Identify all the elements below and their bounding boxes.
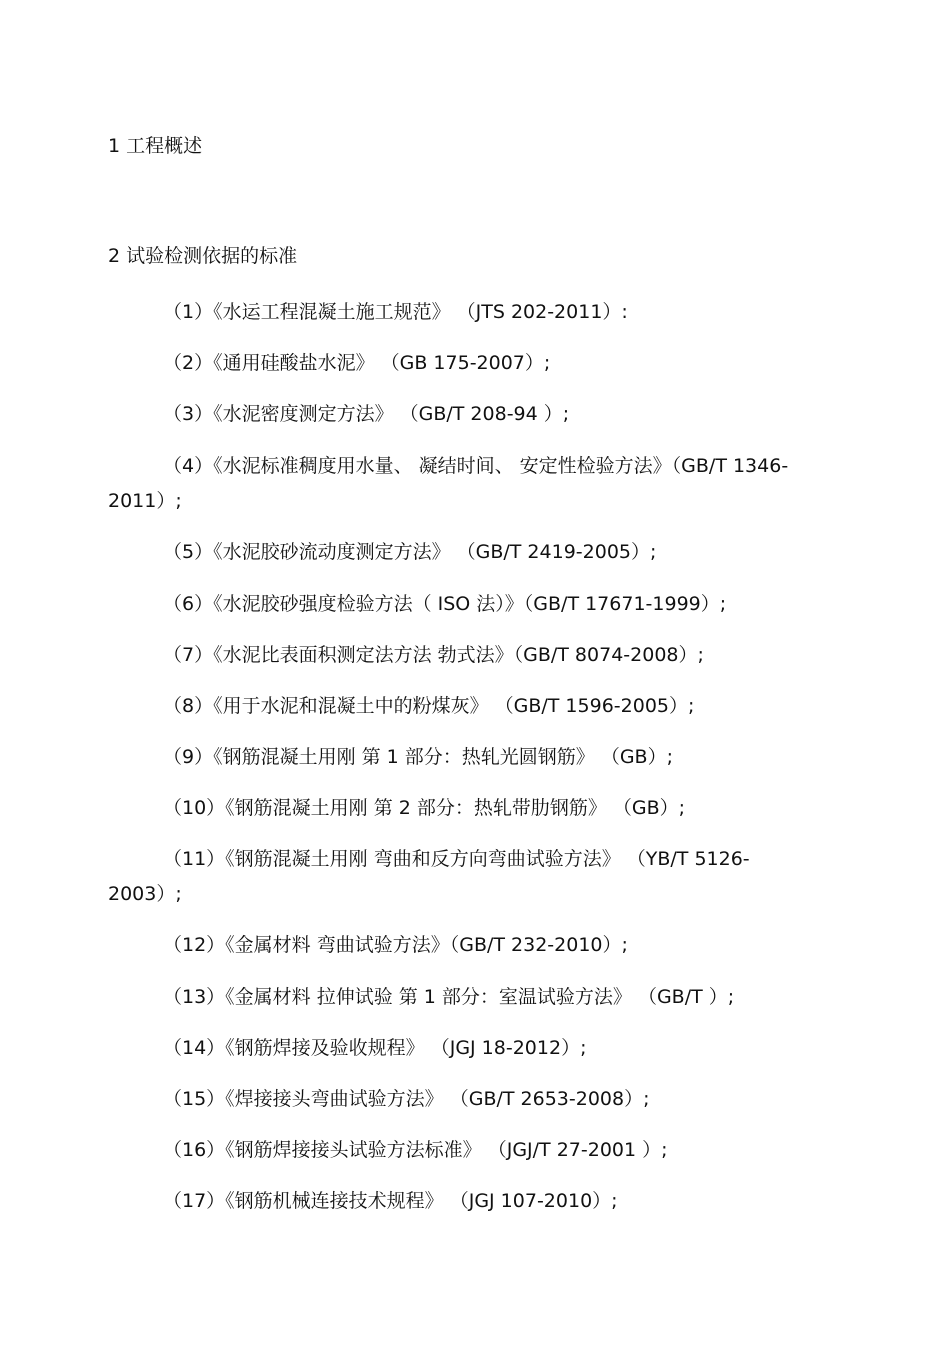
standard-item-4-continued: 2011）; [108,490,182,512]
standard-item-15: （15）《焊接接头弯曲试验方法》 （GB/T 2653-2008）; [163,1088,650,1110]
standard-item-10: （10）《钢筋混凝土用刚 第 2 部分：热轧带肋钢筋》 （GB）; [163,797,686,819]
standard-item-14: （14）《钢筋焊接及验收规程》 （JGJ 18-2012）; [163,1037,587,1059]
standard-item-13: （13）《金属材料 拉伸试验 第 1 部分：室温试验方法》 （GB/T ）; [163,986,735,1008]
standard-item-5: （5）《水泥胶砂流动度测定方法》 （GB/T 2419-2005）; [163,541,657,563]
standard-item-11: （11）《钢筋混凝土用刚 弯曲和反方向弯曲试验方法》 （YB/T 5126- [163,848,750,870]
standard-item-7: （7）《水泥比表面积测定法方法 勃式法》（GB/T 8074-2008）; [163,644,704,666]
standard-item-12: （12）《金属材料 弯曲试验方法》（GB/T 232-2010）; [163,934,628,956]
standard-item-16: （16）《钢筋焊接接头试验方法标准》 （JGJ/T 27-2001 ）; [163,1139,668,1161]
standard-item-1: （1）《水运工程混凝土施工规范》 （JTS 202-2011）: [163,301,628,323]
standard-item-8: （8）《用于水泥和混凝土中的粉煤灰》 （GB/T 1596-2005）; [163,695,695,717]
section-heading-1: 1 工程概述 [108,135,203,157]
standard-item-4: （4）《水泥标准稠度用水量、 凝结时间、 安定性检验方法》（GB/T 1346- [163,455,789,477]
standard-item-3: （3）《水泥密度测定方法》 （GB/T 208-94 ）; [163,403,570,425]
standard-item-2: （2）《通用硅酸盐水泥》 （GB 175-2007）; [163,352,551,374]
standard-item-6: （6）《水泥胶砂强度检验方法（ ISO 法）》（GB/T 17671-1999）; [163,593,727,615]
standard-item-11-continued: 2003）; [108,883,182,905]
standard-item-9: （9）《钢筋混凝土用刚 第 1 部分：热轧光圆钢筋》 （GB）; [163,746,673,768]
standard-item-17: （17）《钢筋机械连接技术规程》 （JGJ 107-2010）; [163,1190,618,1212]
section-heading-2: 2 试验检测依据的标准 [108,245,298,267]
